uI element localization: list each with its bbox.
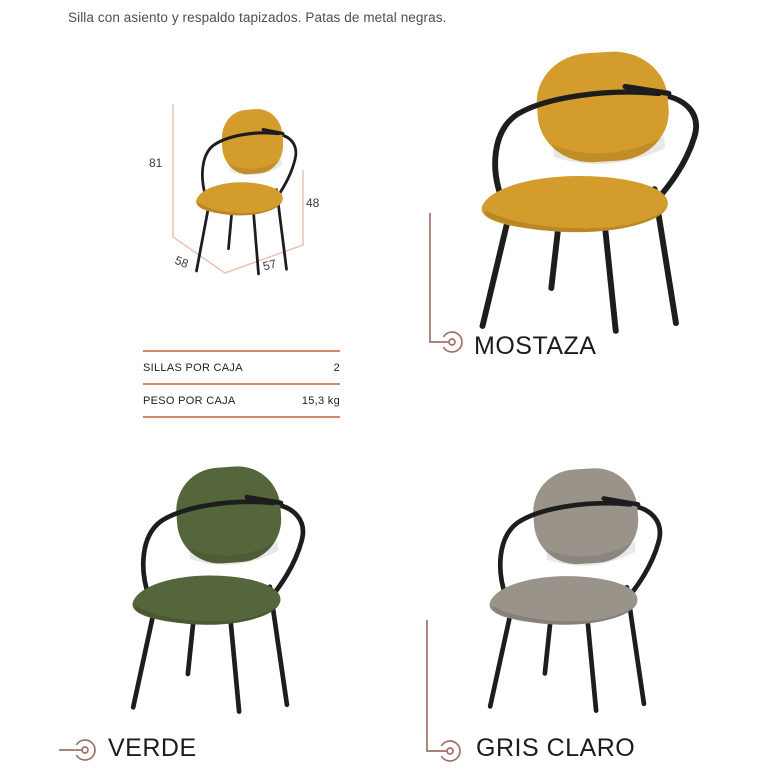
mostaza-connector-line: [418, 205, 468, 360]
spec-row-peso-por-caja: [143, 385, 340, 418]
dimension-width: 57: [261, 256, 278, 274]
spec-label: PESO POR CAJA: [143, 394, 236, 407]
chair-image-verde: [105, 450, 310, 715]
chair-image-mostaza: [447, 33, 705, 335]
dimension-chair-image: [180, 98, 300, 276]
variant-label-gris-claro: GRIS CLARO: [476, 734, 636, 762]
verde-connector-line: [55, 735, 100, 765]
dimension-height: 81: [149, 156, 163, 170]
spec-value: 2: [333, 361, 340, 374]
spec-value: 15,3 kg: [301, 394, 340, 407]
gris-claro-connector-line: [415, 610, 465, 765]
spec-table: [143, 350, 340, 418]
dimension-depth: 58: [172, 253, 191, 271]
variant-label-mostaza: MOSTAZA: [474, 332, 597, 360]
product-description: Silla con asiento y respaldo tapizados. Patas de metal negras.: [68, 10, 447, 25]
spec-row-sillas-por-caja: [143, 352, 340, 385]
chair-image-gris-claro: [462, 452, 667, 714]
spec-label: SILLAS POR CAJA: [143, 361, 243, 374]
dimension-seat-height: 48: [306, 196, 320, 210]
variant-label-verde: VERDE: [108, 734, 197, 762]
